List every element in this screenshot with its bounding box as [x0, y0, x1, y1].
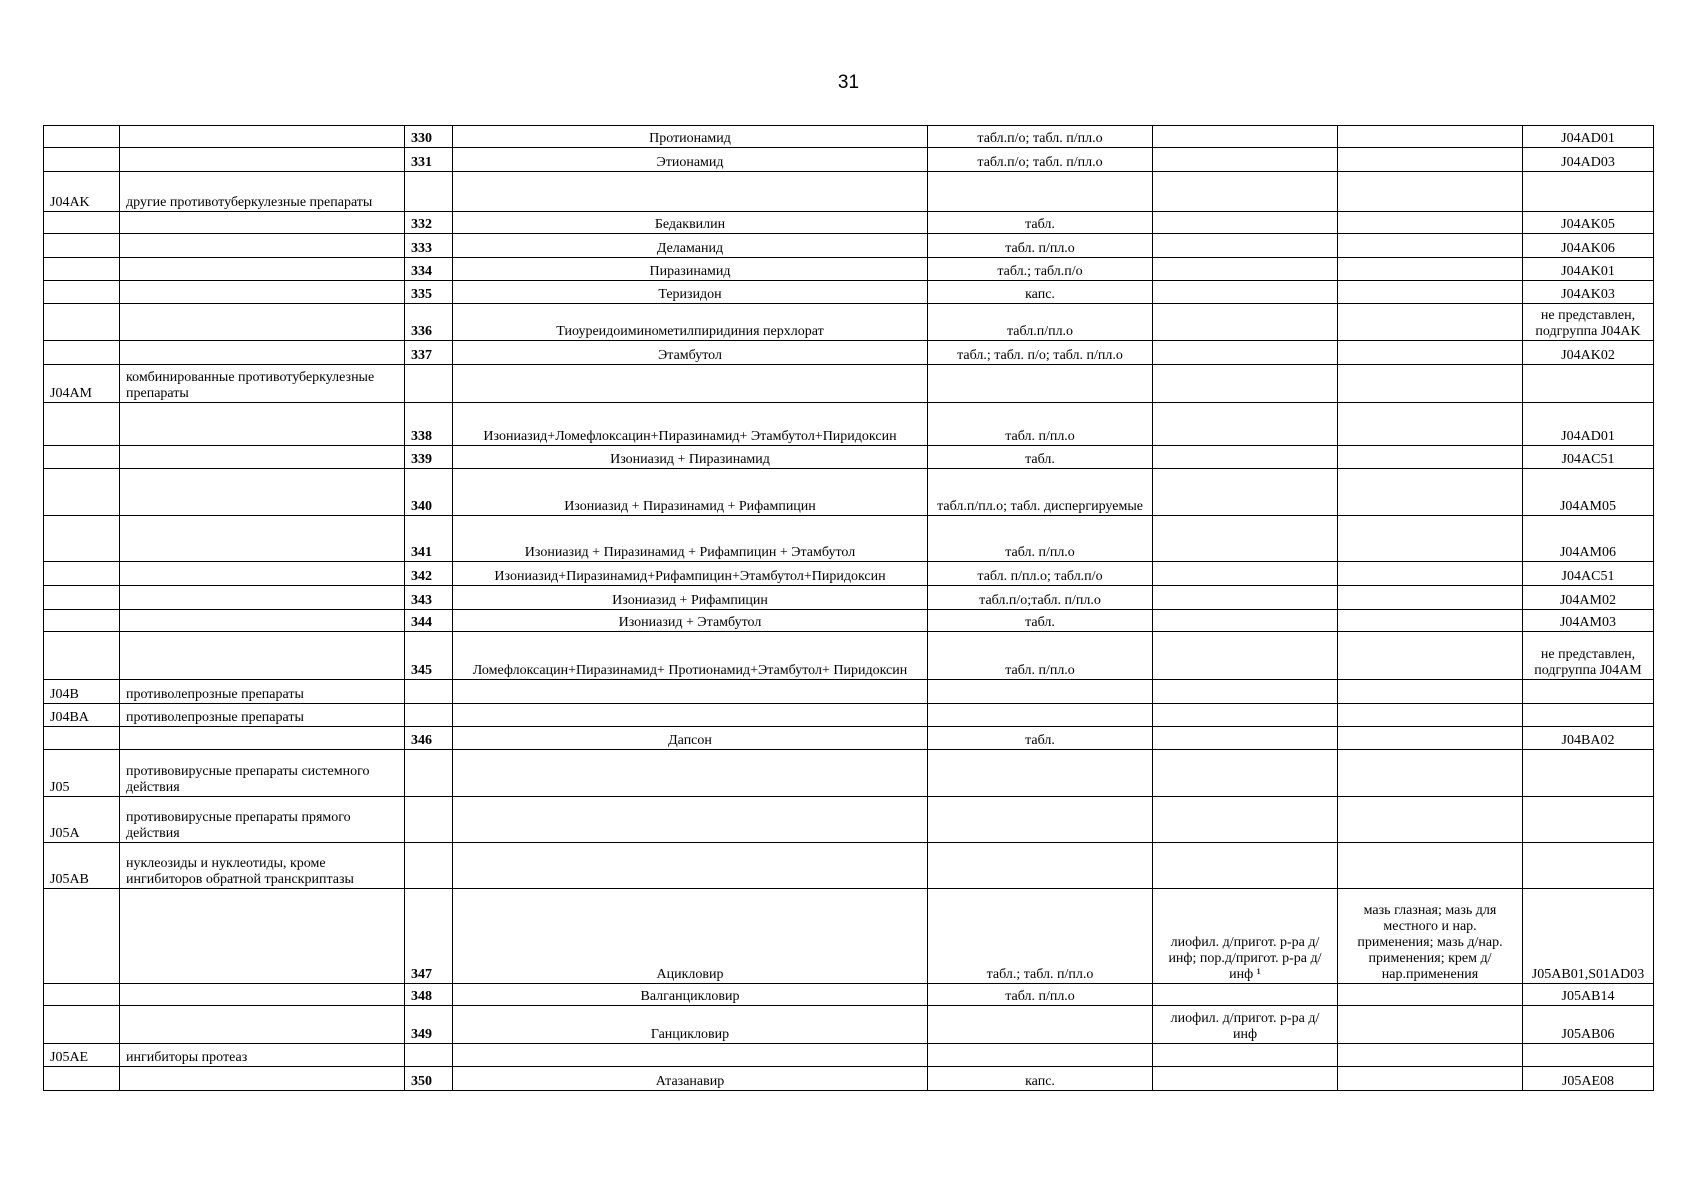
dosage-form-oral-cell: [928, 797, 1153, 843]
drug-name-cell: [453, 680, 928, 704]
table-row: [44, 843, 1654, 889]
table-row: [44, 1067, 1654, 1091]
page-number: 31: [837, 72, 860, 93]
item-number-cell: 349: [405, 1006, 453, 1044]
drug-name-cell: Изониазид + Этамбутол: [453, 610, 928, 632]
dosage-form-oral-cell: табл.п/о; табл. п/пл.о: [928, 148, 1153, 172]
dosage-form-topical-cell: [1338, 1067, 1523, 1091]
table-row: [44, 750, 1654, 797]
item-number-cell: 334: [405, 258, 453, 281]
atc-group-code-cell: [44, 446, 120, 469]
dosage-form-topical-cell: [1338, 234, 1523, 258]
dosage-form-oral-cell: табл. п/пл.о: [928, 403, 1153, 446]
drug-name-cell: Изониазид+Пиразинамид+Рифампицин+Этамбутол+Пиридоксин: [453, 562, 928, 586]
table-row: [44, 1006, 1654, 1044]
drug-name-cell: [453, 365, 928, 403]
atc-group-code-cell: [44, 304, 120, 341]
dosage-form-injection-cell: [1153, 750, 1338, 797]
item-number-cell: 345: [405, 632, 453, 680]
dosage-form-injection-cell: [1153, 341, 1338, 365]
dosage-form-oral-cell: табл.: [928, 727, 1153, 750]
atc-code-cell: [1523, 1044, 1654, 1067]
item-number-cell: 343: [405, 586, 453, 610]
item-number-cell: 340: [405, 469, 453, 516]
atc-code-cell: J05AB01,S01AD03: [1523, 889, 1654, 984]
atc-group-code-cell: J05AE: [44, 1044, 120, 1067]
dosage-form-oral-cell: [928, 172, 1153, 212]
table-row: [44, 984, 1654, 1006]
drug-name-cell: [453, 1044, 928, 1067]
dosage-form-oral-cell: [928, 1006, 1153, 1044]
atc-group-code-cell: [44, 403, 120, 446]
item-number-cell: 333: [405, 234, 453, 258]
item-number-cell: 338: [405, 403, 453, 446]
dosage-form-topical-cell: [1338, 446, 1523, 469]
dosage-form-injection-cell: [1153, 680, 1338, 704]
item-number-cell: 341: [405, 516, 453, 562]
group-name-cell: [120, 516, 405, 562]
dosage-form-injection-cell: [1153, 843, 1338, 889]
atc-code-cell: J04AM03: [1523, 610, 1654, 632]
dosage-form-topical-cell: [1338, 304, 1523, 341]
item-number-cell: 339: [405, 446, 453, 469]
dosage-form-oral-cell: табл.: [928, 610, 1153, 632]
table-row: [44, 126, 1654, 148]
group-name-cell: [120, 889, 405, 984]
atc-code-cell: [1523, 843, 1654, 889]
atc-code-cell: [1523, 750, 1654, 797]
drug-name-cell: Изониазид + Пиразинамид + Рифампицин: [453, 469, 928, 516]
table-row: [44, 212, 1654, 234]
dosage-form-oral-cell: табл.п/пл.о: [928, 304, 1153, 341]
table-row: [44, 727, 1654, 750]
dosage-form-oral-cell: табл.п/пл.о; табл. диспергируемые: [928, 469, 1153, 516]
atc-group-code-cell: [44, 281, 120, 304]
atc-group-code-cell: J05A: [44, 797, 120, 843]
dosage-form-oral-cell: [928, 843, 1153, 889]
item-number-cell: 331: [405, 148, 453, 172]
group-name-cell: комбинированные противотуберкулезные препараты: [120, 365, 405, 403]
group-name-cell: [120, 446, 405, 469]
atc-group-code-cell: [44, 234, 120, 258]
table-row: [44, 469, 1654, 516]
atc-code-cell: не представлен, подгруппа J04AK: [1523, 304, 1654, 341]
table-row: [44, 234, 1654, 258]
dosage-form-injection-cell: [1153, 632, 1338, 680]
dosage-form-injection-cell: [1153, 281, 1338, 304]
dosage-form-topical-cell: [1338, 680, 1523, 704]
item-number-cell: 335: [405, 281, 453, 304]
atc-code-cell: J04AK05: [1523, 212, 1654, 234]
atc-group-code-cell: [44, 1006, 120, 1044]
drug-name-cell: Бедаквилин: [453, 212, 928, 234]
atc-group-code-cell: J05: [44, 750, 120, 797]
drug-name-cell: Деламанид: [453, 234, 928, 258]
dosage-form-injection-cell: лиофил. д/пригот. р-ра д/инф; пор.д/пригот. р-ра д/инф ¹: [1153, 889, 1338, 984]
dosage-form-injection-cell: [1153, 797, 1338, 843]
dosage-form-topical-cell: [1338, 586, 1523, 610]
group-name-cell: [120, 984, 405, 1006]
drug-name-cell: Теризидон: [453, 281, 928, 304]
dosage-form-oral-cell: табл.; табл. п/пл.о: [928, 889, 1153, 984]
table-row: [44, 1044, 1654, 1067]
drug-name-cell: [453, 797, 928, 843]
drug-name-cell: [453, 843, 928, 889]
drug-name-cell: Атазанавир: [453, 1067, 928, 1091]
item-number-cell: [405, 843, 453, 889]
dosage-form-topical-cell: [1338, 704, 1523, 727]
dosage-form-injection-cell: [1153, 984, 1338, 1006]
atc-code-cell: J04AK03: [1523, 281, 1654, 304]
dosage-form-oral-cell: табл.п/о; табл. п/пл.о: [928, 126, 1153, 148]
dosage-form-oral-cell: [928, 704, 1153, 727]
atc-group-code-cell: [44, 984, 120, 1006]
atc-code-cell: J04AC51: [1523, 446, 1654, 469]
dosage-form-oral-cell: табл.: [928, 446, 1153, 469]
table-row: [44, 562, 1654, 586]
drug-name-cell: Протионамид: [453, 126, 928, 148]
drug-name-cell: [453, 750, 928, 797]
dosage-form-topical-cell: [1338, 281, 1523, 304]
item-number-cell: 332: [405, 212, 453, 234]
table-row: [44, 889, 1654, 984]
group-name-cell: противолепрозные препараты: [120, 680, 405, 704]
dosage-form-injection-cell: [1153, 727, 1338, 750]
drug-name-cell: Ацикловир: [453, 889, 928, 984]
dosage-form-injection-cell: [1153, 234, 1338, 258]
dosage-form-injection-cell: [1153, 704, 1338, 727]
table-body: [44, 126, 1654, 1091]
dosage-form-oral-cell: [928, 365, 1153, 403]
drug-name-cell: Изониазид + Пиразинамид: [453, 446, 928, 469]
dosage-form-injection-cell: [1153, 1044, 1338, 1067]
dosage-form-injection-cell: [1153, 148, 1338, 172]
atc-group-code-cell: [44, 610, 120, 632]
group-name-cell: [120, 727, 405, 750]
item-number-cell: 342: [405, 562, 453, 586]
atc-group-code-cell: [44, 212, 120, 234]
dosage-form-oral-cell: табл. п/пл.о: [928, 516, 1153, 562]
group-name-cell: [120, 1067, 405, 1091]
group-name-cell: нуклеозиды и нуклеотиды, кроме ингибиторов обратной транскриптазы: [120, 843, 405, 889]
dosage-form-topical-cell: [1338, 212, 1523, 234]
dosage-form-injection-cell: [1153, 446, 1338, 469]
dosage-form-topical-cell: [1338, 126, 1523, 148]
atc-code-cell: J04AC51: [1523, 562, 1654, 586]
dosage-form-topical-cell: [1338, 172, 1523, 212]
atc-code-cell: J04AD01: [1523, 126, 1654, 148]
drug-name-cell: Изониазид+Ломефлоксацин+Пиразинамид+ Этамбутол+Пиридоксин: [453, 403, 928, 446]
item-number-cell: 344: [405, 610, 453, 632]
dosage-form-injection-cell: [1153, 304, 1338, 341]
dosage-form-injection-cell: [1153, 212, 1338, 234]
atc-code-cell: J05AB06: [1523, 1006, 1654, 1044]
group-name-cell: ингибиторы протеаз: [120, 1044, 405, 1067]
atc-code-cell: J04AD03: [1523, 148, 1654, 172]
item-number-cell: 330: [405, 126, 453, 148]
dosage-form-oral-cell: табл. п/пл.о: [928, 632, 1153, 680]
atc-code-cell: J05AB14: [1523, 984, 1654, 1006]
dosage-form-topical-cell: [1338, 562, 1523, 586]
atc-group-code-cell: J04B: [44, 680, 120, 704]
dosage-form-topical-cell: [1338, 727, 1523, 750]
dosage-form-topical-cell: [1338, 750, 1523, 797]
atc-code-cell: J04BA02: [1523, 727, 1654, 750]
table-row: [44, 446, 1654, 469]
item-number-cell: 346: [405, 727, 453, 750]
atc-code-cell: [1523, 172, 1654, 212]
atc-group-code-cell: [44, 148, 120, 172]
atc-group-code-cell: J04AM: [44, 365, 120, 403]
drug-name-cell: Пиразинамид: [453, 258, 928, 281]
atc-group-code-cell: [44, 586, 120, 610]
atc-group-code-cell: J04AK: [44, 172, 120, 212]
dosage-form-topical-cell: [1338, 632, 1523, 680]
table-row: [44, 258, 1654, 281]
drug-name-cell: Изониазид + Пиразинамид + Рифампицин + Этамбутол: [453, 516, 928, 562]
table-row: [44, 281, 1654, 304]
dosage-form-oral-cell: [928, 750, 1153, 797]
dosage-form-injection-cell: [1153, 126, 1338, 148]
item-number-cell: [405, 797, 453, 843]
atc-code-cell: [1523, 704, 1654, 727]
dosage-form-topical-cell: [1338, 365, 1523, 403]
group-name-cell: противовирусные препараты прямого действия: [120, 797, 405, 843]
atc-code-cell: [1523, 365, 1654, 403]
table-row: [44, 680, 1654, 704]
dosage-form-injection-cell: [1153, 586, 1338, 610]
atc-group-code-cell: J05AB: [44, 843, 120, 889]
atc-code-cell: J04AD01: [1523, 403, 1654, 446]
dosage-form-topical-cell: [1338, 797, 1523, 843]
atc-group-code-cell: [44, 562, 120, 586]
table-row: [44, 516, 1654, 562]
dosage-form-oral-cell: табл.п/о;табл. п/пл.о: [928, 586, 1153, 610]
dosage-form-topical-cell: [1338, 258, 1523, 281]
table-row: [44, 148, 1654, 172]
dosage-form-topical-cell: [1338, 341, 1523, 365]
item-number-cell: 350: [405, 1067, 453, 1091]
atc-code-cell: J05AE08: [1523, 1067, 1654, 1091]
atc-group-code-cell: J04BA: [44, 704, 120, 727]
atc-code-cell: J04AK02: [1523, 341, 1654, 365]
item-number-cell: 347: [405, 889, 453, 984]
dosage-form-topical-cell: [1338, 1006, 1523, 1044]
dosage-form-oral-cell: табл.; табл. п/о; табл. п/пл.о: [928, 341, 1153, 365]
table-row: [44, 632, 1654, 680]
drug-name-cell: Дапсон: [453, 727, 928, 750]
group-name-cell: [120, 1006, 405, 1044]
item-number-cell: [405, 1044, 453, 1067]
atc-group-code-cell: [44, 516, 120, 562]
group-name-cell: [120, 562, 405, 586]
item-number-cell: 348: [405, 984, 453, 1006]
group-name-cell: противовирусные препараты системного действия: [120, 750, 405, 797]
dosage-form-oral-cell: капс.: [928, 1067, 1153, 1091]
table-row: [44, 365, 1654, 403]
group-name-cell: [120, 632, 405, 680]
item-number-cell: [405, 365, 453, 403]
atc-group-code-cell: [44, 1067, 120, 1091]
group-name-cell: [120, 258, 405, 281]
dosage-form-oral-cell: табл.: [928, 212, 1153, 234]
table-row: [44, 341, 1654, 365]
atc-code-cell: не представлен, подгруппа J04AM: [1523, 632, 1654, 680]
group-name-cell: [120, 304, 405, 341]
atc-group-code-cell: [44, 469, 120, 516]
drug-list-table: [43, 125, 1654, 1091]
atc-code-cell: J04AM05: [1523, 469, 1654, 516]
item-number-cell: [405, 704, 453, 727]
dosage-form-injection-cell: лиофил. д/пригот. р-ра д/инф: [1153, 1006, 1338, 1044]
atc-group-code-cell: [44, 258, 120, 281]
dosage-form-injection-cell: [1153, 562, 1338, 586]
group-name-cell: противолепрозные препараты: [120, 704, 405, 727]
dosage-form-topical-cell: [1338, 610, 1523, 632]
dosage-form-topical-cell: [1338, 469, 1523, 516]
drug-name-cell: Тиоуреидоиминометилпиридиния перхлорат: [453, 304, 928, 341]
dosage-form-topical-cell: [1338, 843, 1523, 889]
group-name-cell: [120, 341, 405, 365]
dosage-form-oral-cell: [928, 1044, 1153, 1067]
atc-group-code-cell: [44, 632, 120, 680]
table-row: [44, 403, 1654, 446]
atc-code-cell: J04AM02: [1523, 586, 1654, 610]
dosage-form-oral-cell: табл. п/пл.о: [928, 234, 1153, 258]
table-row: [44, 704, 1654, 727]
table-row: [44, 797, 1654, 843]
atc-code-cell: J04AK01: [1523, 258, 1654, 281]
atc-group-code-cell: [44, 126, 120, 148]
dosage-form-topical-cell: [1338, 984, 1523, 1006]
group-name-cell: [120, 126, 405, 148]
group-name-cell: [120, 403, 405, 446]
dosage-form-injection-cell: [1153, 610, 1338, 632]
drug-name-cell: Этамбутол: [453, 341, 928, 365]
table-row: [44, 304, 1654, 341]
drug-name-cell: Валганцикловир: [453, 984, 928, 1006]
group-name-cell: [120, 234, 405, 258]
dosage-form-oral-cell: [928, 680, 1153, 704]
atc-code-cell: [1523, 797, 1654, 843]
dosage-form-injection-cell: [1153, 172, 1338, 212]
table-row: [44, 586, 1654, 610]
dosage-form-oral-cell: капс.: [928, 281, 1153, 304]
item-number-cell: [405, 172, 453, 212]
dosage-form-topical-cell: [1338, 148, 1523, 172]
dosage-form-injection-cell: [1153, 365, 1338, 403]
group-name-cell: [120, 212, 405, 234]
dosage-form-injection-cell: [1153, 1067, 1338, 1091]
dosage-form-oral-cell: табл. п/пл.о: [928, 984, 1153, 1006]
group-name-cell: [120, 469, 405, 516]
atc-group-code-cell: [44, 341, 120, 365]
drug-name-cell: Ганцикловир: [453, 1006, 928, 1044]
dosage-form-topical-cell: [1338, 403, 1523, 446]
dosage-form-injection-cell: [1153, 403, 1338, 446]
dosage-form-topical-cell: мазь глазная; мазь для местного и нар. применения; мазь д/нар. применения; крем д/нар.применения: [1338, 889, 1523, 984]
dosage-form-injection-cell: [1153, 258, 1338, 281]
atc-code-cell: J04AK06: [1523, 234, 1654, 258]
group-name-cell: [120, 281, 405, 304]
item-number-cell: 337: [405, 341, 453, 365]
dosage-form-topical-cell: [1338, 516, 1523, 562]
drug-name-cell: Изониазид + Рифампицин: [453, 586, 928, 610]
drug-name-cell: Ломефлоксацин+Пиразинамид+ Протионамид+Этамбутол+ Пиридоксин: [453, 632, 928, 680]
dosage-form-oral-cell: табл.; табл.п/о: [928, 258, 1153, 281]
drug-name-cell: Этионамид: [453, 148, 928, 172]
atc-group-code-cell: [44, 727, 120, 750]
table-row: [44, 172, 1654, 212]
item-number-cell: [405, 680, 453, 704]
group-name-cell: другие противотуберкулезные препараты: [120, 172, 405, 212]
dosage-form-oral-cell: табл. п/пл.о; табл.п/о: [928, 562, 1153, 586]
group-name-cell: [120, 586, 405, 610]
atc-group-code-cell: [44, 889, 120, 984]
dosage-form-topical-cell: [1338, 1044, 1523, 1067]
item-number-cell: [405, 750, 453, 797]
atc-code-cell: J04AM06: [1523, 516, 1654, 562]
group-name-cell: [120, 610, 405, 632]
drug-name-cell: [453, 704, 928, 727]
dosage-form-injection-cell: [1153, 516, 1338, 562]
atc-code-cell: [1523, 680, 1654, 704]
item-number-cell: 336: [405, 304, 453, 341]
drug-name-cell: [453, 172, 928, 212]
table-row: [44, 610, 1654, 632]
group-name-cell: [120, 148, 405, 172]
dosage-form-injection-cell: [1153, 469, 1338, 516]
